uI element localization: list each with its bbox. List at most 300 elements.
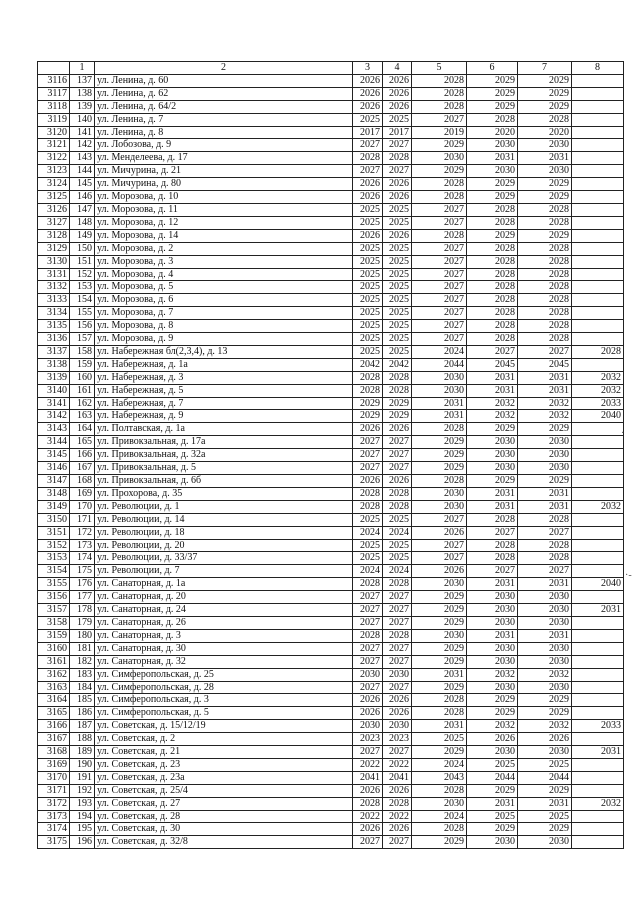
cell-col-0: 3155 — [38, 578, 70, 591]
cell-col-0: 3151 — [38, 526, 70, 539]
cell-col-2: ул. Санаторная, д. 20 — [95, 591, 353, 604]
cell-col-7: 2029 — [518, 178, 572, 191]
cell-col-5: 2025 — [412, 733, 467, 746]
cell-col-0: 3145 — [38, 449, 70, 462]
cell-col-6: 2032 — [467, 410, 518, 423]
cell-col-5: 2027 — [412, 320, 467, 333]
cell-col-7: 2028 — [518, 113, 572, 126]
cell-col-1: 178 — [70, 604, 95, 617]
cell-col-3: 2025 — [353, 242, 383, 255]
cell-col-6: 2029 — [467, 229, 518, 242]
cell-col-6: 2031 — [467, 797, 518, 810]
cell-col-7: 2029 — [518, 707, 572, 720]
cell-col-2: ул. Морозова, д. 11 — [95, 203, 353, 216]
table-row — [38, 526, 624, 539]
cell-col-0: 3142 — [38, 410, 70, 423]
cell-col-1: 145 — [70, 178, 95, 191]
cell-col-3: 2024 — [353, 526, 383, 539]
cell-col-1: 185 — [70, 694, 95, 707]
table-row — [38, 487, 624, 500]
cell-col-6: 2028 — [467, 552, 518, 565]
cell-col-0: 3172 — [38, 797, 70, 810]
cell-col-0: 3138 — [38, 358, 70, 371]
table-row — [38, 462, 624, 475]
cell-col-5: 2024 — [412, 758, 467, 771]
cell-col-8 — [572, 178, 624, 191]
cell-col-2: ул. Ленина, д. 7 — [95, 113, 353, 126]
cell-col-0: 3129 — [38, 242, 70, 255]
cell-col-6: 2026 — [467, 733, 518, 746]
table-row — [38, 784, 624, 797]
cell-col-1: 138 — [70, 87, 95, 100]
cell-col-5: 2031 — [412, 410, 467, 423]
cell-col-3: 2025 — [353, 113, 383, 126]
cell-col-8 — [572, 358, 624, 371]
cell-col-4: 2022 — [383, 758, 412, 771]
cell-col-7: 2029 — [518, 229, 572, 242]
cell-col-0: 3137 — [38, 345, 70, 358]
cell-col-6: 2030 — [467, 449, 518, 462]
cell-col-3: 2027 — [353, 165, 383, 178]
cell-col-2: ул. Революции, д. 7 — [95, 565, 353, 578]
cell-col-6: 2028 — [467, 307, 518, 320]
cell-col-7: 2030 — [518, 591, 572, 604]
cell-col-4: 2026 — [383, 475, 412, 488]
cell-col-2: ул. Советская, д. 27 — [95, 797, 353, 810]
cell-col-1: 187 — [70, 720, 95, 733]
cell-col-3: 2027 — [353, 462, 383, 475]
cell-col-5: 2028 — [412, 87, 467, 100]
cell-col-3: 2028 — [353, 578, 383, 591]
cell-col-5: 2028 — [412, 784, 467, 797]
cell-col-2: ул. Морозова, д. 10 — [95, 191, 353, 204]
cell-col-0: 3169 — [38, 758, 70, 771]
cell-col-0: 3144 — [38, 436, 70, 449]
column-header-1: 1 — [70, 62, 95, 75]
cell-col-6: 2028 — [467, 268, 518, 281]
cell-col-7: 2029 — [518, 100, 572, 113]
cell-col-4: 2028 — [383, 500, 412, 513]
cell-col-1: 161 — [70, 384, 95, 397]
cell-col-7: 2031 — [518, 578, 572, 591]
cell-col-2: ул. Ленина, д. 64/2 — [95, 100, 353, 113]
cell-col-5: 2027 — [412, 539, 467, 552]
cell-col-8 — [572, 307, 624, 320]
cell-col-0: 3126 — [38, 203, 70, 216]
cell-col-7: 2029 — [518, 694, 572, 707]
column-header-0 — [38, 62, 70, 75]
cell-col-2: ул. Советская, д. 32/8 — [95, 836, 353, 849]
cell-col-6: 2028 — [467, 320, 518, 333]
cell-col-7: 2030 — [518, 836, 572, 849]
cell-col-1: 160 — [70, 371, 95, 384]
cell-col-4: 2041 — [383, 771, 412, 784]
cell-col-7: 2030 — [518, 746, 572, 759]
cell-col-2: ул. Мичурина, д. 21 — [95, 165, 353, 178]
cell-col-3: 2026 — [353, 74, 383, 87]
cell-col-4: 2026 — [383, 74, 412, 87]
cell-col-6: 2031 — [467, 152, 518, 165]
cell-col-8 — [572, 591, 624, 604]
cell-col-5: 2027 — [412, 216, 467, 229]
cell-col-7: 2031 — [518, 384, 572, 397]
cell-col-7: 2028 — [518, 281, 572, 294]
cell-col-8: 2031 — [572, 604, 624, 617]
cell-col-6: 2030 — [467, 462, 518, 475]
cell-col-7: 2032 — [518, 668, 572, 681]
table-row — [38, 100, 624, 113]
cell-col-2: ул. Привокзальная, д. 6б — [95, 475, 353, 488]
cell-col-4: 2027 — [383, 746, 412, 759]
cell-col-8 — [572, 810, 624, 823]
cell-col-6: 2029 — [467, 784, 518, 797]
cell-col-7: 2045 — [518, 358, 572, 371]
cell-col-4: 2028 — [383, 797, 412, 810]
cell-col-5: 2028 — [412, 100, 467, 113]
column-header-6: 6 — [467, 62, 518, 75]
cell-col-0: 3171 — [38, 784, 70, 797]
cell-col-8: 2033 — [572, 397, 624, 410]
table-row — [38, 797, 624, 810]
cell-col-4: 2025 — [383, 333, 412, 346]
cell-col-0: 3146 — [38, 462, 70, 475]
cell-col-8 — [572, 87, 624, 100]
table-row — [38, 410, 624, 423]
cell-col-1: 152 — [70, 268, 95, 281]
cell-col-4: 2025 — [383, 320, 412, 333]
cell-col-4: 2027 — [383, 436, 412, 449]
cell-col-1: 190 — [70, 758, 95, 771]
cell-col-5: 2031 — [412, 397, 467, 410]
cell-col-1: 167 — [70, 462, 95, 475]
cell-col-3: 2027 — [353, 436, 383, 449]
cell-col-3: 2025 — [353, 216, 383, 229]
cell-col-6: 2030 — [467, 616, 518, 629]
cell-col-2: ул. Ленина, д. 62 — [95, 87, 353, 100]
column-header-2: 2 — [95, 62, 353, 75]
cell-col-0: 3159 — [38, 629, 70, 642]
cell-col-4: 2017 — [383, 126, 412, 139]
cell-col-0: 3153 — [38, 552, 70, 565]
cell-col-4: 2027 — [383, 604, 412, 617]
cell-col-5: 2030 — [412, 629, 467, 642]
cell-col-7: 2028 — [518, 552, 572, 565]
cell-col-3: 2026 — [353, 191, 383, 204]
cell-col-4: 2027 — [383, 642, 412, 655]
cell-col-8 — [572, 281, 624, 294]
cell-col-0: 3168 — [38, 746, 70, 759]
cell-col-3: 2026 — [353, 823, 383, 836]
cell-col-8 — [572, 823, 624, 836]
cell-col-3: 2025 — [353, 552, 383, 565]
cell-col-8 — [572, 165, 624, 178]
cell-col-3: 2027 — [353, 746, 383, 759]
table-row — [38, 604, 624, 617]
table-row — [38, 655, 624, 668]
cell-col-7: 2020 — [518, 126, 572, 139]
cell-col-4: 2025 — [383, 242, 412, 255]
cell-col-7: 2030 — [518, 655, 572, 668]
cell-col-7: 2028 — [518, 539, 572, 552]
cell-col-4: 2023 — [383, 733, 412, 746]
cell-col-0: 3125 — [38, 191, 70, 204]
cell-col-0: 3128 — [38, 229, 70, 242]
cell-col-8: 2032 — [572, 797, 624, 810]
table-row — [38, 152, 624, 165]
cell-col-8 — [572, 449, 624, 462]
cell-col-3: 2027 — [353, 655, 383, 668]
cell-col-2: ул. Революции, д. 18 — [95, 526, 353, 539]
cell-col-7: 2028 — [518, 242, 572, 255]
cell-col-6: 2030 — [467, 681, 518, 694]
cell-col-3: 2022 — [353, 810, 383, 823]
cell-col-6: 2028 — [467, 281, 518, 294]
cell-col-8 — [572, 668, 624, 681]
cell-col-7: 2029 — [518, 87, 572, 100]
cell-col-5: 2027 — [412, 513, 467, 526]
table-row — [38, 642, 624, 655]
cell-col-1: 171 — [70, 513, 95, 526]
cell-col-2: ул. Советская, д. 21 — [95, 746, 353, 759]
cell-col-3: 2026 — [353, 423, 383, 436]
cell-col-4: 2030 — [383, 668, 412, 681]
cell-col-2: ул. Привокзальная, д. 32а — [95, 449, 353, 462]
cell-col-6: 2030 — [467, 604, 518, 617]
table-row — [38, 281, 624, 294]
cell-col-4: 2027 — [383, 591, 412, 604]
table-row — [38, 113, 624, 126]
cell-col-5: 2031 — [412, 668, 467, 681]
table-row — [38, 720, 624, 733]
table-row — [38, 616, 624, 629]
cell-col-4: 2027 — [383, 165, 412, 178]
scan-mark: · — [621, 428, 625, 439]
table-row — [38, 423, 624, 436]
table-row — [38, 552, 624, 565]
cell-col-5: 2029 — [412, 462, 467, 475]
cell-col-8 — [572, 475, 624, 488]
cell-col-4: 2030 — [383, 720, 412, 733]
cell-col-6: 2028 — [467, 333, 518, 346]
cell-col-4: 2027 — [383, 655, 412, 668]
cell-col-3: 2027 — [353, 616, 383, 629]
cell-col-3: 2028 — [353, 152, 383, 165]
cell-col-8 — [572, 771, 624, 784]
cell-col-0: 3158 — [38, 616, 70, 629]
cell-col-5: 2028 — [412, 191, 467, 204]
cell-col-8: 2033 — [572, 720, 624, 733]
cell-col-0: 3162 — [38, 668, 70, 681]
cell-col-7: 2029 — [518, 74, 572, 87]
cell-col-0: 3136 — [38, 333, 70, 346]
cell-col-8 — [572, 758, 624, 771]
cell-col-0: 3134 — [38, 307, 70, 320]
table-row — [38, 733, 624, 746]
cell-col-0: 3170 — [38, 771, 70, 784]
cell-col-3: 2029 — [353, 410, 383, 423]
cell-col-5: 2026 — [412, 526, 467, 539]
schedule-table — [37, 61, 624, 849]
cell-col-2: ул. Симферопольская, д. 3 — [95, 694, 353, 707]
cell-col-2: ул. Санаторная, д. 1а — [95, 578, 353, 591]
cell-col-3: 2029 — [353, 397, 383, 410]
cell-col-3: 2030 — [353, 720, 383, 733]
cell-col-6: 2031 — [467, 384, 518, 397]
cell-col-8 — [572, 255, 624, 268]
cell-col-6: 2031 — [467, 371, 518, 384]
cell-col-3: 2026 — [353, 707, 383, 720]
cell-col-1: 186 — [70, 707, 95, 720]
cell-col-2: ул. Санаторная, д. 26 — [95, 616, 353, 629]
table-row — [38, 694, 624, 707]
cell-col-5: 2028 — [412, 823, 467, 836]
cell-col-2: ул. Советская, д. 25/4 — [95, 784, 353, 797]
header-row — [38, 62, 624, 75]
cell-col-0: 3166 — [38, 720, 70, 733]
cell-col-6: 2030 — [467, 436, 518, 449]
cell-col-1: 166 — [70, 449, 95, 462]
cell-col-5: 2029 — [412, 449, 467, 462]
cell-col-0: 3130 — [38, 255, 70, 268]
table-row — [38, 178, 624, 191]
cell-col-3: 2041 — [353, 771, 383, 784]
cell-col-5: 2030 — [412, 578, 467, 591]
cell-col-8: 2032 — [572, 384, 624, 397]
cell-col-5: 2029 — [412, 591, 467, 604]
cell-col-7: 2031 — [518, 797, 572, 810]
cell-col-1: 163 — [70, 410, 95, 423]
table-row — [38, 629, 624, 642]
cell-col-8 — [572, 74, 624, 87]
cell-col-1: 182 — [70, 655, 95, 668]
cell-col-7: 2032 — [518, 410, 572, 423]
cell-col-8 — [572, 203, 624, 216]
cell-col-5: 2029 — [412, 642, 467, 655]
cell-col-1: 154 — [70, 294, 95, 307]
cell-col-3: 2025 — [353, 333, 383, 346]
cell-col-6: 2025 — [467, 758, 518, 771]
cell-col-5: 2029 — [412, 616, 467, 629]
cell-col-6: 2030 — [467, 836, 518, 849]
cell-col-8 — [572, 565, 624, 578]
cell-col-2: ул. Лобозова, д. 9 — [95, 139, 353, 152]
cell-col-7: 2030 — [518, 681, 572, 694]
cell-col-0: 3164 — [38, 694, 70, 707]
cell-col-4: 2026 — [383, 87, 412, 100]
cell-col-8 — [572, 152, 624, 165]
cell-col-0: 3156 — [38, 591, 70, 604]
cell-col-2: ул. Морозова, д. 3 — [95, 255, 353, 268]
cell-col-8 — [572, 694, 624, 707]
cell-col-3: 2027 — [353, 642, 383, 655]
cell-col-5: 2030 — [412, 371, 467, 384]
cell-col-3: 2042 — [353, 358, 383, 371]
cell-col-4: 2029 — [383, 410, 412, 423]
cell-col-4: 2025 — [383, 294, 412, 307]
cell-col-2: ул. Морозова, д. 14 — [95, 229, 353, 242]
table-row — [38, 707, 624, 720]
table-row — [38, 268, 624, 281]
cell-col-4: 2025 — [383, 203, 412, 216]
cell-col-5: 2029 — [412, 746, 467, 759]
cell-col-4: 2026 — [383, 823, 412, 836]
cell-col-1: 179 — [70, 616, 95, 629]
cell-col-1: 150 — [70, 242, 95, 255]
cell-col-3: 2028 — [353, 629, 383, 642]
table-row — [38, 475, 624, 488]
cell-col-5: 2031 — [412, 720, 467, 733]
cell-col-0: 3140 — [38, 384, 70, 397]
cell-col-1: 196 — [70, 836, 95, 849]
cell-col-7: 2028 — [518, 203, 572, 216]
cell-col-6: 2031 — [467, 629, 518, 642]
cell-col-2: ул. Симферопольская, д. 5 — [95, 707, 353, 720]
cell-col-0: 3167 — [38, 733, 70, 746]
cell-col-1: 142 — [70, 139, 95, 152]
cell-col-3: 2025 — [353, 294, 383, 307]
cell-col-5: 2030 — [412, 384, 467, 397]
cell-col-7: 2028 — [518, 307, 572, 320]
cell-col-3: 2025 — [353, 255, 383, 268]
table-row — [38, 74, 624, 87]
cell-col-5: 2028 — [412, 178, 467, 191]
cell-col-4: 2025 — [383, 255, 412, 268]
cell-col-1: 189 — [70, 746, 95, 759]
cell-col-3: 2027 — [353, 604, 383, 617]
cell-col-6: 2032 — [467, 720, 518, 733]
cell-col-1: 146 — [70, 191, 95, 204]
table-body — [38, 74, 624, 848]
table-row — [38, 242, 624, 255]
cell-col-2: ул. Советская, д. 30 — [95, 823, 353, 836]
cell-col-8 — [572, 320, 624, 333]
cell-col-1: 156 — [70, 320, 95, 333]
cell-col-4: 2026 — [383, 229, 412, 242]
cell-col-3: 2025 — [353, 281, 383, 294]
cell-col-7: 2026 — [518, 733, 572, 746]
cell-col-6: 2030 — [467, 139, 518, 152]
table-row — [38, 87, 624, 100]
cell-col-8 — [572, 139, 624, 152]
cell-col-4: 2026 — [383, 191, 412, 204]
cell-col-5: 2027 — [412, 281, 467, 294]
table-row — [38, 449, 624, 462]
cell-col-0: 3160 — [38, 642, 70, 655]
cell-col-0: 3163 — [38, 681, 70, 694]
cell-col-5: 2030 — [412, 797, 467, 810]
cell-col-3: 2025 — [353, 345, 383, 358]
cell-col-7: 2030 — [518, 604, 572, 617]
cell-col-8 — [572, 294, 624, 307]
cell-col-7: 2029 — [518, 823, 572, 836]
table-row — [38, 681, 624, 694]
cell-col-7: 2028 — [518, 513, 572, 526]
cell-col-5: 2027 — [412, 255, 467, 268]
cell-col-7: 2030 — [518, 139, 572, 152]
table-row — [38, 500, 624, 513]
cell-col-8 — [572, 836, 624, 849]
cell-col-4: 2024 — [383, 526, 412, 539]
cell-col-1: 181 — [70, 642, 95, 655]
cell-col-0: 3124 — [38, 178, 70, 191]
cell-col-3: 2025 — [353, 513, 383, 526]
cell-col-8 — [572, 733, 624, 746]
cell-col-0: 3118 — [38, 100, 70, 113]
cell-col-4: 2027 — [383, 836, 412, 849]
cell-col-2: ул. Ленина, д. 8 — [95, 126, 353, 139]
cell-col-8 — [572, 629, 624, 642]
cell-col-6: 2031 — [467, 578, 518, 591]
